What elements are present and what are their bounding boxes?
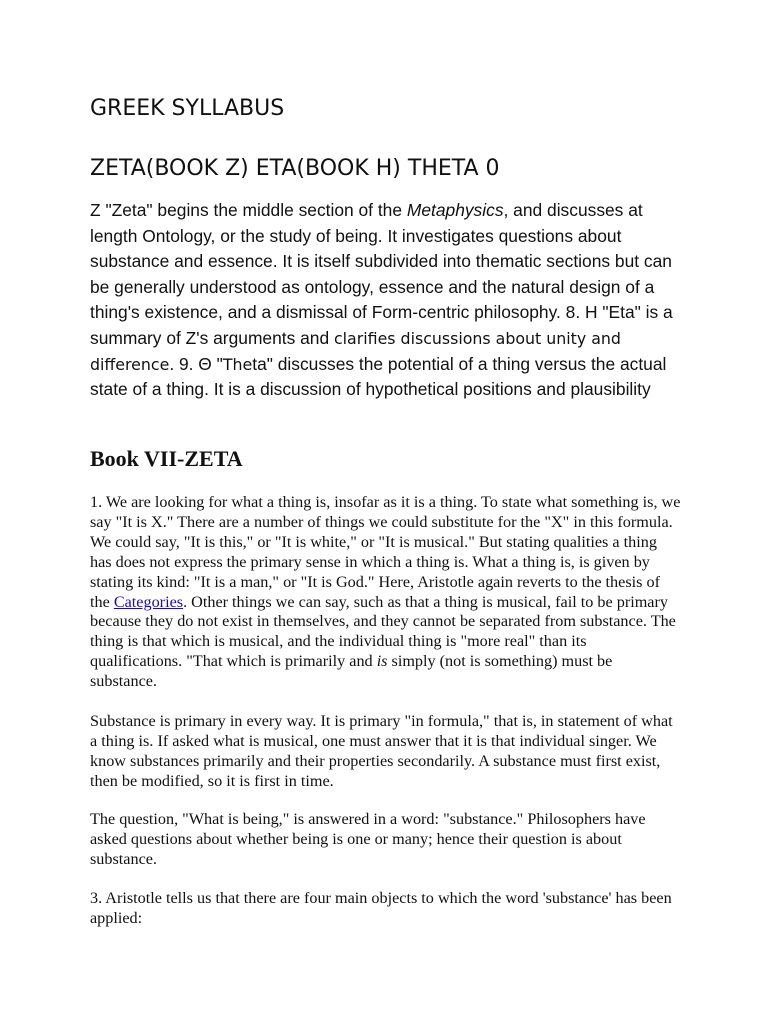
intro-text-3b: ta" discusses the potential of a thing versus the actual state of a thing. It is a discussion of hypothetical positions and plausibility xyxy=(90,353,667,400)
body-paragraph-3: The question, "What is being," is answered in a word: "substance." Philosophers have asked questions about whether being is one or many; hence their question is about substance. xyxy=(90,810,646,868)
page-title: GREEK SYLLABUS xyxy=(90,96,285,121)
p1-text-1: 1. We are looking for what a thing is, insofar as it is a thing. To state what something is, we say "It is X." There are a number of things we could substitute for the "X" in this formula. We could say, "It is this," or "It is white," or "It is musical." But stating qualities a thing has does not express the primary sense in which a thing is. What a thing is, is given by stating its kind: "It is a man," or "It is God." Here, Aristotle again reverts to the thesis of the xyxy=(90,493,681,611)
metaphysics-title: Metaphysics xyxy=(406,200,504,220)
intro-clarifies-text: clarifies discussions about unity and difference xyxy=(90,328,621,374)
body-paragraph-2: Substance is primary in every way. It is primary "in formula," that is, in statement of what a thing is. If asked what is musical, one must answer that it is that individual singer. We know substances primarily and their properties secondarily. A substance must first exist, then be modified, so it is first in time. xyxy=(90,712,673,790)
intro-the-text: The xyxy=(222,354,253,374)
intro-text-2: , and discusses at length Ontology, or the study of being. It investigates questions about substance and essence. It is itself subdivided into thematic sections but can be generally understood as ontology, essence and the natural design of a thing's existence, and a dismissal of Form-centric philosophy. 8. H "Eta" is a summary of Z's arguments and xyxy=(90,200,673,348)
book-heading: Book VII-ZETA xyxy=(90,446,243,471)
p1-is-emphasis: is xyxy=(376,652,388,671)
p1-text-3: simply (not is something) must be substance. xyxy=(90,652,613,691)
intro-paragraph xyxy=(90,198,680,403)
body-paragraph-4: 3. Aristotle tells us that there are four main objects to which the word 'substance' has been applied: xyxy=(90,889,672,927)
intro-text-1: Z "Zeta" begins the middle section of the xyxy=(90,200,407,220)
categories-link[interactable]: Categories xyxy=(113,592,184,611)
page-subtitle: ZETA(BOOK Z) ETA(BOOK H) THETA 0 xyxy=(90,156,500,181)
intro-text-3a: . 9. Θ " xyxy=(169,353,223,374)
p1-text-2: . Other things we can say, such as that a thing is musical, fail to be primary because they do not exist in themselves, and they cannot be separated from substance. The thing is that which is musical, and the individual thing is "more real" than its qualifications. "That which is primarily and xyxy=(90,592,676,671)
body-paragraph-1 xyxy=(90,493,682,692)
